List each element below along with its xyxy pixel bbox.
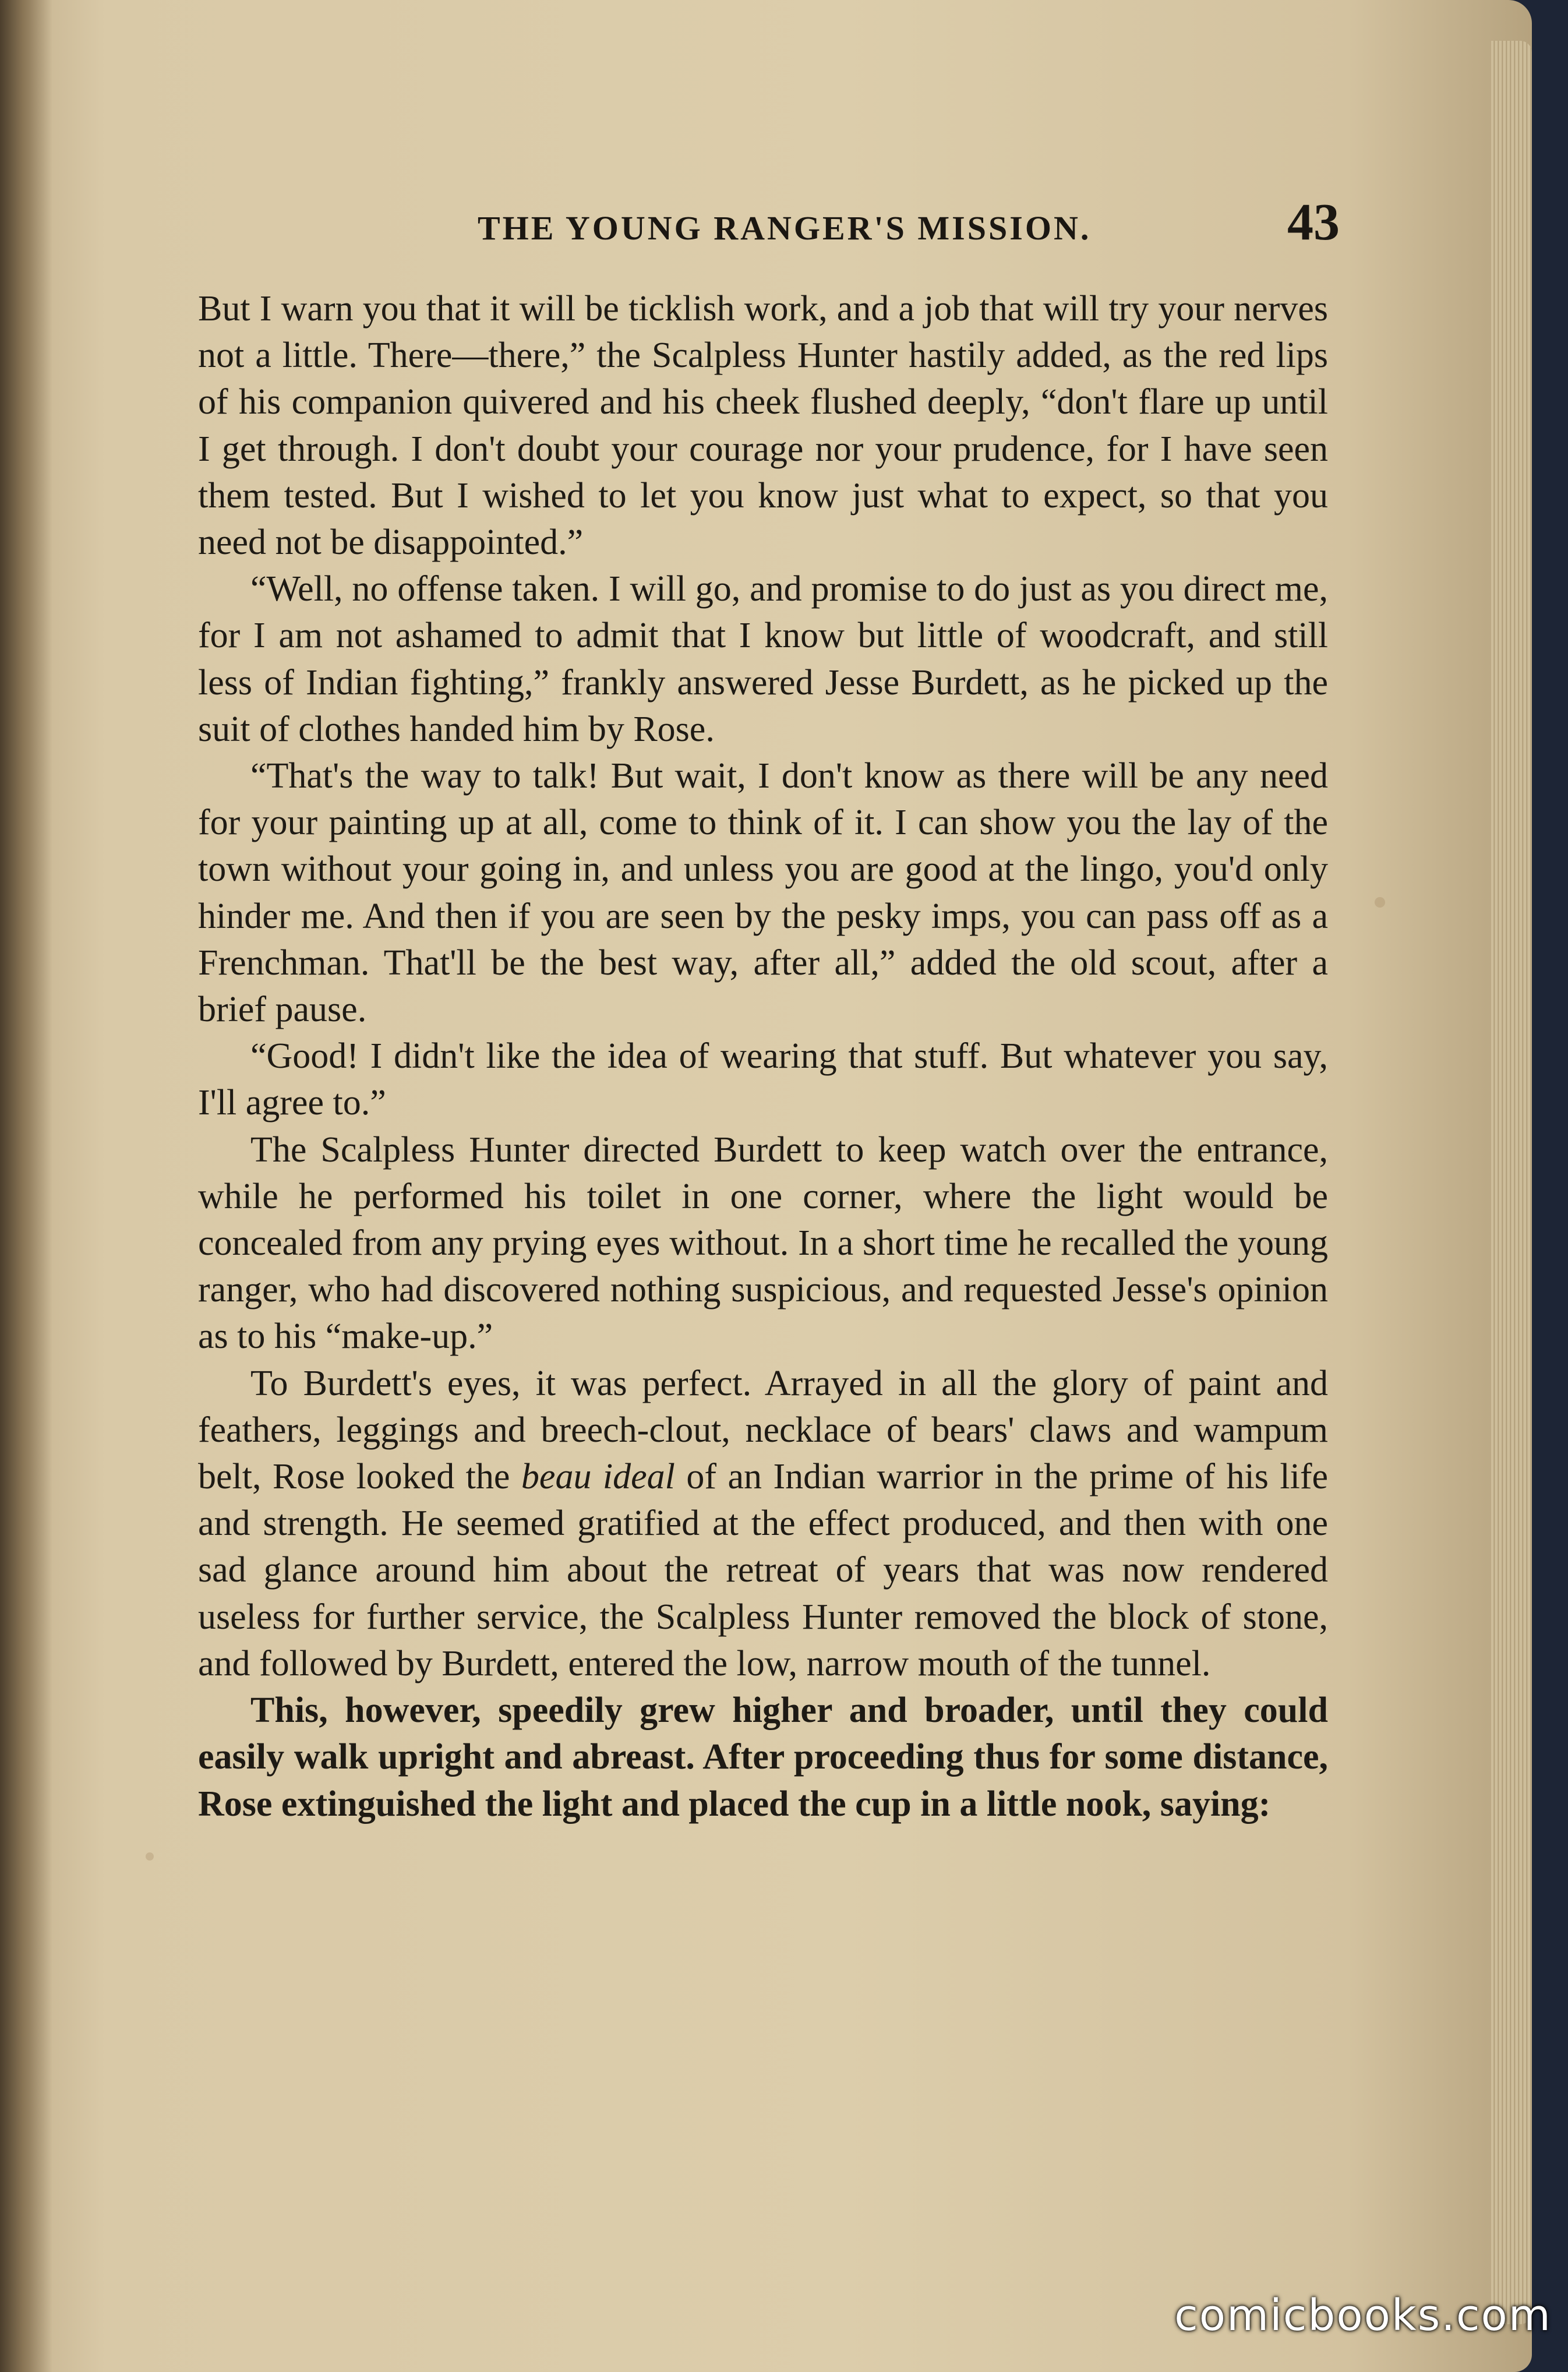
paragraph-7: This, however, speedily grew higher and broader, until they could easily walk upright and abreast. After proceeding thus for some distance, Rose extinguished the light and placed the cup in a little nook, saying: — [198, 1690, 1328, 1824]
paragraph-6-start: To Burdett's eyes, it was perfect. Arrayed in all the glory of paint and feathers, leggings and breech-clout, necklace of bears' claws and wampum belt, Rose looked the — [198, 1363, 1328, 1497]
ink-speck — [146, 1852, 154, 1861]
paragraph-2: “Well, no offense taken. I will go, and promise to do just as you direct me, for I am not ashamed to admit that I know but little of woodcraft, and still less of Indian fighting,” frankly answered Jesse Burdett, as he picked up the suit of clothes handed him by Rose. — [198, 569, 1328, 749]
page-number: 43 — [1287, 193, 1340, 251]
ink-speck — [1375, 897, 1385, 908]
page-header — [198, 192, 1340, 256]
paragraph-3: “That's the way to talk! But wait, I don't know as there will be any need for your painting up at all, come to think of it. I can show you the lay of the town without your going in, and unless you are good at the lingo, you'd only hinder me. And then if you are seen by the pesky imps, you can pass off as a Frenchman. That'll be the best way, after all,” added the old scout, after a brief pause. — [198, 756, 1328, 1030]
paragraph-4: “Good! I didn't like the idea of wearing that stuff. But whatever you say, I'll agree to.” — [198, 1036, 1328, 1123]
page-gutter-shadow — [0, 0, 52, 2372]
paragraph-1: But I warn you that it will be ticklish work, and a job that will try your nerves not a little. There—there,” the Scalpless Hunter hastily added, as the red lips of his companion quivered and his cheek flushed deeply, “don't flare up until I get through. I don't doubt your courage nor your prudence, for I have seen them tested. But I wished to let you know just what to expect, so that you need not be disappointed.” — [198, 289, 1328, 563]
paragraph-6-end: of an Indian warrior in the prime of his life and strength. He seemed gratified at the effect produced, and then with one sad glance around him about the retreat of years that was now rendered useless for further service, the Scalpless Hunter removed the block of stone, and followed by Burdett, entered the low, narrow mouth of the tunnel. — [198, 1457, 1328, 1683]
running-head: THE YOUNG RANGER'S MISSION. — [478, 209, 1092, 247]
page-edge-stack — [1491, 41, 1532, 2324]
paragraph-6-italic: beau ideal — [521, 1457, 675, 1497]
paragraph-6 — [198, 1360, 1328, 1687]
watermark-text: comicbooks.com — [1174, 2290, 1552, 2341]
body-text — [198, 285, 1328, 1827]
paragraph-5: The Scalpless Hunter directed Burdett to keep watch over the entrance, while he performed his toilet in one corner, where the light would be concealed from any prying eyes without. In a short time he recalled the young ranger, who had discovered nothing suspicious, and requested Jesse's opinion as to his “make-up.” — [198, 1129, 1328, 1357]
